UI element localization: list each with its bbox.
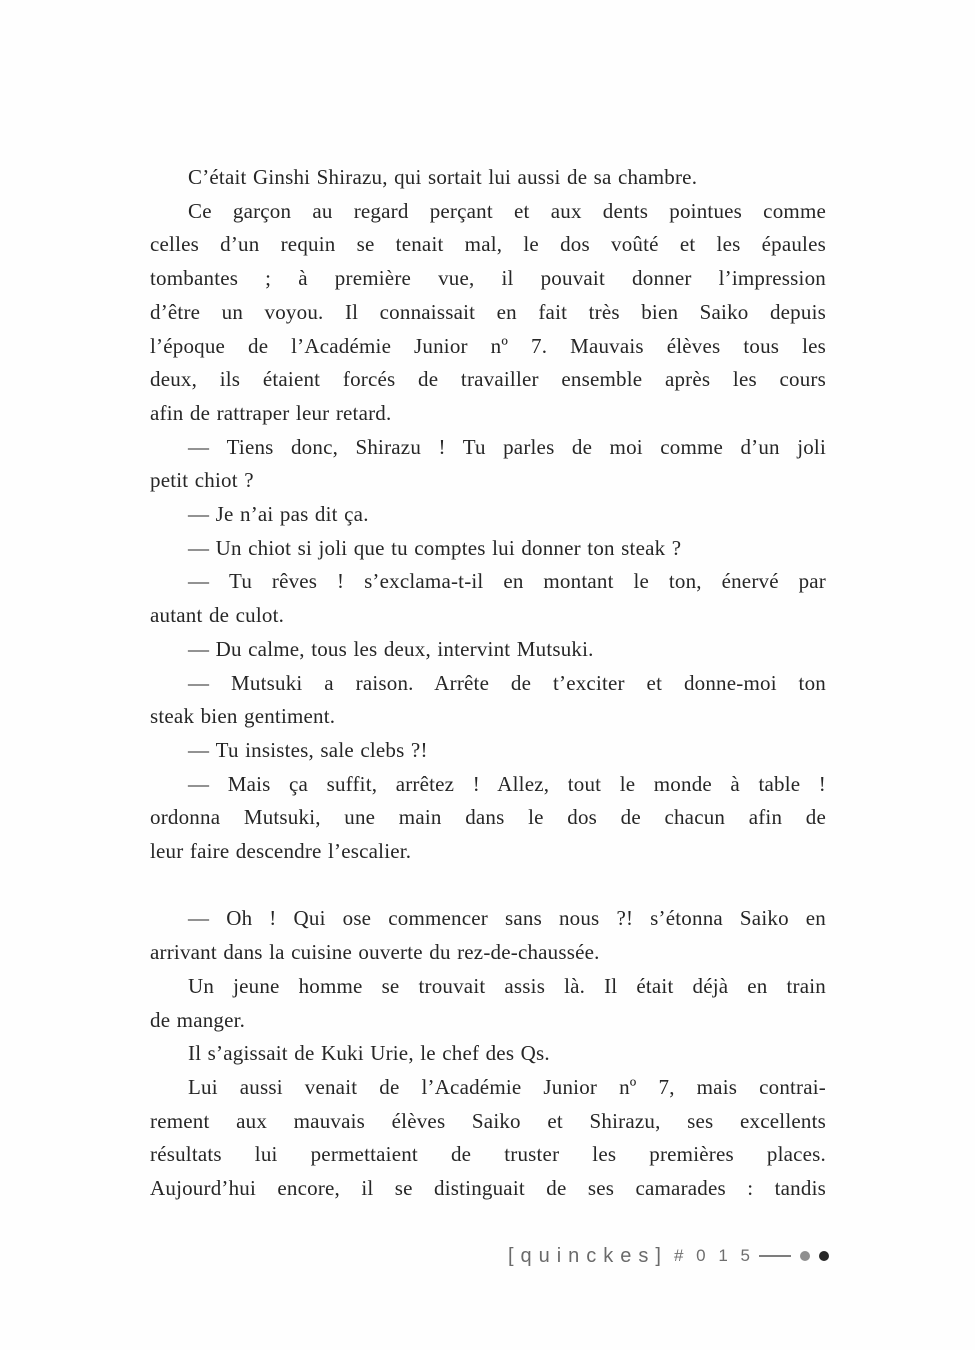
text-line: steak bien gentiment. (150, 704, 336, 729)
text-line: deux, ils étaient forcés de travailler ensemble après les cours (150, 367, 826, 392)
text-line: petit chiot ? (150, 468, 254, 493)
paragraph (150, 565, 826, 632)
footer-dash (759, 1255, 791, 1257)
text-line: arrivant dans la cuisine ouverte du rez-de-chaussée. (150, 940, 600, 965)
page-footer (508, 1243, 829, 1269)
footer-dot-gray (800, 1251, 810, 1261)
paragraph (150, 902, 826, 969)
text-line: rement aux mauvais élèves Saiko et Shirazu, ses excellents (150, 1108, 826, 1133)
text-line: — Oh ! Qui ose commencer sans nous ?! s’étonna Saiko en (188, 906, 826, 931)
text-line: tombantes ; à première vue, il pouvait donner l’impression (150, 266, 826, 291)
text-line: Lui aussi venait de l’Académie Junior nº 7, mais contrai- (188, 1074, 826, 1099)
paragraph (150, 633, 826, 667)
paragraph (150, 195, 826, 431)
paragraph (150, 498, 826, 532)
text-line: ordonna Mutsuki, une main dans le dos de chacun afin de (150, 805, 826, 830)
paragraph (150, 768, 826, 869)
text-line: Il s’agissait de Kuki Urie, le chef des Qs. (188, 1041, 550, 1066)
text-line: Un jeune homme se trouvait assis là. Il était déjà en train (188, 973, 826, 998)
text-line: — Mais ça suffit, arrêtez ! Allez, tout le monde à table ! (188, 771, 826, 796)
text-line: — Je n’ai pas dit ça. (188, 502, 369, 527)
text-line: résultats lui permettaient de truster les premières places. (150, 1142, 826, 1167)
text-line: — Mutsuki a raison. Arrête de t’exciter et donne-moi ton (188, 670, 826, 695)
text-line: celles d’un requin se tenait mal, le dos voûté et les épaules (150, 232, 826, 257)
text-line: autant de culot. (150, 603, 285, 628)
paragraph (150, 1071, 826, 1206)
text-line: — Un chiot si joli que tu comptes lui donner ton steak ? (188, 535, 682, 560)
paragraph (150, 667, 826, 734)
text-line: leur faire descendre l’escalier. (150, 839, 412, 864)
text-line: Ce garçon au regard perçant et aux dents pointues comme (188, 198, 826, 223)
paragraph (150, 431, 826, 498)
paragraph (150, 532, 826, 566)
text-line: — Tu rêves ! s’exclama-t-il en montant le ton, énervé par (188, 569, 826, 594)
paragraph (150, 1037, 826, 1071)
text-line: Aujourd’hui encore, il se distinguait de ses camarades : tandis (150, 1176, 826, 1201)
footer-page-number: # 0 1 5 (674, 1246, 754, 1265)
text-line: afin de rattraper leur retard. (150, 400, 392, 425)
text-line: — Tiens donc, Shirazu ! Tu parles de moi comme d’un joli (188, 434, 826, 459)
paragraph (150, 734, 826, 768)
page-text (150, 161, 826, 1206)
paragraph (150, 161, 826, 195)
text-line: d’être un voyou. Il connaissait en fait très bien Saiko depuis (150, 299, 826, 324)
text-line: de manger. (150, 1007, 246, 1032)
footer-dot-dark (819, 1251, 829, 1261)
text-line: — Du calme, tous les deux, intervint Mutsuki. (188, 636, 594, 661)
text-line: C’était Ginshi Shirazu, qui sortait lui aussi de sa chambre. (188, 165, 698, 189)
text-line: — Tu insistes, sale clebs ?! (188, 737, 428, 762)
text-line: l’époque de l’Académie Junior nº 7. Mauvais élèves tous les (150, 333, 826, 358)
paragraph (150, 970, 826, 1037)
footer-series-label: [quinckes] (507, 1244, 668, 1267)
